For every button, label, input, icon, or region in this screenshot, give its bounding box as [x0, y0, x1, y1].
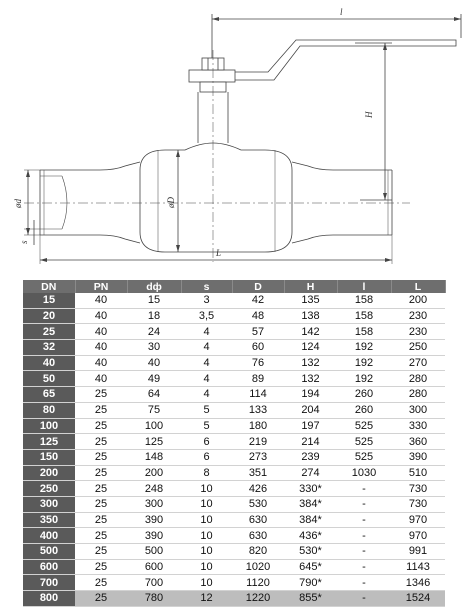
table-row	[23, 591, 445, 607]
arrow-head	[454, 17, 461, 21]
table-cell: 500	[23, 544, 75, 560]
header-L: L	[391, 280, 445, 293]
table-cell: 25	[75, 481, 127, 497]
table-cell: 18	[127, 308, 181, 324]
table-cell: 132	[284, 371, 337, 387]
table-cell: 10	[181, 544, 232, 560]
table-cell: 300	[127, 496, 181, 512]
table-cell: 15	[127, 293, 181, 308]
table-cell: 10	[181, 528, 232, 544]
table-cell: 75	[127, 402, 181, 418]
table-cell: 280	[391, 371, 445, 387]
table-cell: 300	[391, 402, 445, 418]
table-cell: 230	[391, 324, 445, 340]
table-cell: 700	[127, 575, 181, 591]
table-cell: 192	[337, 340, 391, 356]
table-cell: 350	[23, 512, 75, 528]
table-row	[23, 355, 445, 371]
table-cell: 125	[23, 434, 75, 450]
header-h: H	[284, 280, 337, 293]
table-cell: 158	[337, 324, 391, 340]
table-row	[23, 387, 445, 403]
table-cell: 180	[232, 418, 284, 434]
table-cell: 4	[181, 324, 232, 340]
dimensions-table	[23, 280, 446, 607]
table-cell: 25	[75, 465, 127, 481]
table-cell: 30	[127, 340, 181, 356]
table-row	[23, 449, 445, 465]
table-cell: 239	[284, 449, 337, 465]
table-cell: 10	[181, 481, 232, 497]
table-cell: 600	[23, 559, 75, 575]
table-cell: 630	[232, 512, 284, 528]
table-cell: 250	[391, 340, 445, 356]
arrow-head	[26, 170, 30, 177]
table-cell: 970	[391, 528, 445, 544]
table-cell: -	[337, 512, 391, 528]
table-cell: 132	[284, 355, 337, 371]
header-df: dф	[127, 280, 181, 293]
table-cell: 390	[127, 512, 181, 528]
table-cell: 1220	[232, 591, 284, 607]
table-cell: 200	[23, 465, 75, 481]
table-cell: 645*	[284, 559, 337, 575]
table-cell: 855*	[284, 591, 337, 607]
table-cell: 1020	[232, 559, 284, 575]
table-cell: 991	[391, 544, 445, 560]
table-cell: 525	[337, 449, 391, 465]
header-d: D	[232, 280, 284, 293]
table-cell: 10	[181, 496, 232, 512]
table-row	[23, 559, 445, 575]
table-cell: 148	[127, 449, 181, 465]
table-cell: 1143	[391, 559, 445, 575]
table-cell: 270	[391, 355, 445, 371]
table-cell: 158	[337, 293, 391, 308]
table-cell: 89	[232, 371, 284, 387]
table-cell: 20	[23, 308, 75, 324]
table-cell: 142	[284, 324, 337, 340]
table-cell: 125	[127, 434, 181, 450]
table-row	[23, 434, 445, 450]
table-cell: 510	[391, 465, 445, 481]
table-cell: -	[337, 544, 391, 560]
table-cell: 124	[284, 340, 337, 356]
table-row	[23, 371, 445, 387]
table-cell: 530*	[284, 544, 337, 560]
label-D: øD	[166, 197, 176, 208]
table-cell: 790*	[284, 575, 337, 591]
table-cell: 230	[391, 308, 445, 324]
table-cell: 384*	[284, 496, 337, 512]
table-cell: -	[337, 559, 391, 575]
table-cell: 10	[181, 512, 232, 528]
table-cell: 970	[391, 512, 445, 528]
table-cell: 3,5	[181, 308, 232, 324]
table-cell: 4	[181, 371, 232, 387]
table-cell: 40	[75, 308, 127, 324]
right-pipe-bottom	[292, 235, 392, 243]
table-cell: 200	[127, 465, 181, 481]
header-pn: PN	[75, 280, 127, 293]
table-cell: 360	[391, 434, 445, 450]
table-cell: 197	[284, 418, 337, 434]
table-cell: 273	[232, 449, 284, 465]
table-cell: 114	[232, 387, 284, 403]
table-cell: 1346	[391, 575, 445, 591]
table-cell: 10	[181, 575, 232, 591]
table-cell: 40	[75, 293, 127, 308]
table-cell: 40	[75, 340, 127, 356]
table-cell: 15	[23, 293, 75, 308]
table-cell: 384*	[284, 512, 337, 528]
label-L: L	[216, 248, 222, 258]
table-cell: 48	[232, 308, 284, 324]
table-cell: 260	[337, 402, 391, 418]
label-s: s	[19, 240, 29, 244]
table-cell: -	[337, 496, 391, 512]
table-cell: 530	[232, 496, 284, 512]
table-cell: 6	[181, 449, 232, 465]
table-cell: 1120	[232, 575, 284, 591]
table-row	[23, 418, 445, 434]
table-cell: 1030	[337, 465, 391, 481]
table-row	[23, 481, 445, 497]
table-cell: 24	[127, 324, 181, 340]
table-cell: 25	[75, 591, 127, 607]
table-cell: -	[337, 481, 391, 497]
table-cell: 12	[181, 591, 232, 607]
table-cell: 436*	[284, 528, 337, 544]
table-cell: 25	[75, 512, 127, 528]
table-cell: 192	[337, 371, 391, 387]
table-cell: 351	[232, 465, 284, 481]
table-cell: 25	[75, 496, 127, 512]
table-cell: 260	[337, 387, 391, 403]
table-cell: 50	[23, 371, 75, 387]
table-cell: 57	[232, 324, 284, 340]
table-cell: 4	[181, 355, 232, 371]
table-cell: 25	[75, 544, 127, 560]
table-cell: 219	[232, 434, 284, 450]
handle-base	[189, 70, 235, 82]
table-cell: 390	[127, 528, 181, 544]
table-cell: 6	[181, 434, 232, 450]
table-row	[23, 402, 445, 418]
table-cell: 700	[23, 575, 75, 591]
label-d: ød	[13, 199, 23, 208]
header-dn: DN	[23, 280, 75, 293]
table-row	[23, 575, 445, 591]
table-row	[23, 528, 445, 544]
table-cell: 274	[284, 465, 337, 481]
table-cell: 60	[232, 340, 284, 356]
table-row	[23, 512, 445, 528]
table-cell: 390	[391, 449, 445, 465]
label-l: l	[340, 7, 343, 17]
table-cell: 280	[391, 387, 445, 403]
table-cell: 76	[232, 355, 284, 371]
table-cell: 780	[127, 591, 181, 607]
table-cell: 138	[284, 308, 337, 324]
table-cell: 600	[127, 559, 181, 575]
table-cell: 4	[181, 387, 232, 403]
table-cell: 194	[284, 387, 337, 403]
table-cell: 10	[181, 559, 232, 575]
table-row	[23, 293, 445, 308]
handle-lever	[232, 40, 456, 80]
left-pipe-bottom	[40, 235, 140, 243]
table-cell: 80	[23, 402, 75, 418]
table-cell: 64	[127, 387, 181, 403]
table-row	[23, 496, 445, 512]
table-cell: 25	[75, 559, 127, 575]
table-cell: 800	[23, 591, 75, 607]
table-cell: 25	[75, 434, 127, 450]
table-cell: 158	[337, 308, 391, 324]
left-pipe-top	[40, 162, 140, 170]
table-cell: 100	[127, 418, 181, 434]
table-cell: 630	[232, 528, 284, 544]
table-cell: 426	[232, 481, 284, 497]
table-cell: 5	[181, 418, 232, 434]
table-cell: 5	[181, 402, 232, 418]
table-cell: 40	[127, 355, 181, 371]
table-cell: -	[337, 591, 391, 607]
table-cell: 300	[23, 496, 75, 512]
table-row	[23, 308, 445, 324]
arrow-head	[383, 193, 387, 200]
table-cell: 214	[284, 434, 337, 450]
table-cell: 330*	[284, 481, 337, 497]
table-cell: 8	[181, 465, 232, 481]
table-cell: 204	[284, 402, 337, 418]
table-cell: -	[337, 575, 391, 591]
table-row	[23, 465, 445, 481]
table-cell: 500	[127, 544, 181, 560]
valve-body	[140, 143, 292, 252]
table-header-row	[23, 280, 445, 293]
table-cell: 25	[23, 324, 75, 340]
table-cell: 40	[75, 371, 127, 387]
table-cell: 730	[391, 481, 445, 497]
table-cell: 25	[75, 387, 127, 403]
table-cell: 1524	[391, 591, 445, 607]
label-H: H	[364, 111, 374, 118]
header-l: l	[337, 280, 391, 293]
table-row	[23, 324, 445, 340]
table-cell: 25	[75, 402, 127, 418]
table-cell: 248	[127, 481, 181, 497]
table-cell: 330	[391, 418, 445, 434]
table-cell: 135	[284, 293, 337, 308]
table-cell: 40	[75, 355, 127, 371]
right-pipe-top	[292, 162, 392, 170]
arrow-head	[385, 258, 392, 262]
table-cell: 25	[75, 449, 127, 465]
table-cell: 200	[391, 293, 445, 308]
table-cell: 192	[337, 355, 391, 371]
table-cell: 525	[337, 434, 391, 450]
table-row	[23, 340, 445, 356]
table-cell: 730	[391, 496, 445, 512]
table-cell: -	[337, 528, 391, 544]
table-cell: 32	[23, 340, 75, 356]
table-cell: 25	[75, 575, 127, 591]
table-cell: 3	[181, 293, 232, 308]
table-cell: 525	[337, 418, 391, 434]
table-cell: 40	[75, 324, 127, 340]
table-cell: 65	[23, 387, 75, 403]
ball-valve-drawing	[0, 0, 468, 268]
table-cell: 150	[23, 449, 75, 465]
table-row	[23, 544, 445, 560]
table-cell: 25	[75, 528, 127, 544]
table-cell: 820	[232, 544, 284, 560]
table-cell: 400	[23, 528, 75, 544]
table-cell: 4	[181, 340, 232, 356]
table-cell: 25	[75, 418, 127, 434]
table-cell: 40	[23, 355, 75, 371]
table-cell: 250	[23, 481, 75, 497]
arrow-head	[40, 258, 47, 262]
header-s: s	[181, 280, 232, 293]
table-cell: 100	[23, 418, 75, 434]
table-cell: 133	[232, 402, 284, 418]
arrow-head	[212, 17, 219, 21]
table-cell: 49	[127, 371, 181, 387]
table-cell: 42	[232, 293, 284, 308]
